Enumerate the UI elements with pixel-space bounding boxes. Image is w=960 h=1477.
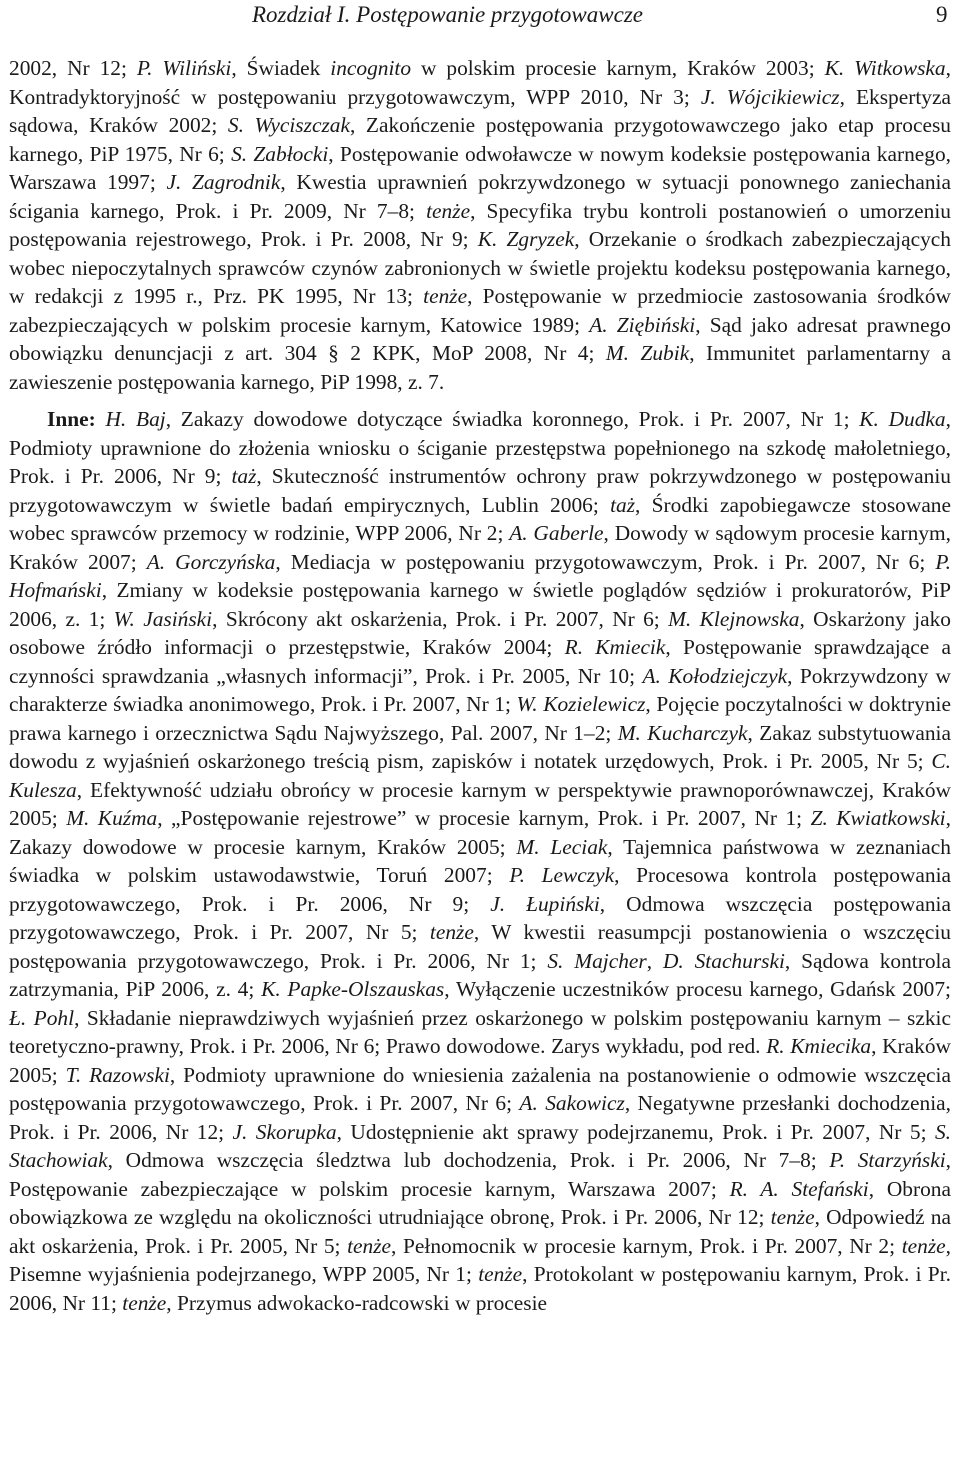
citation-text: ,	[646, 948, 663, 973]
cited-author: J. Skorupka	[232, 1119, 337, 1144]
citation-text: , Kwestia uprawnień pokrzywdzonego w sytuacji ponownego zaniechania ścigania karnego, Prok. i Pr. 2009, Nr 7–8;	[9, 170, 951, 223]
citation-text: , Postępowanie odwoławcze w nowym kodeksie postępowania karnego, Warszawa 1997;	[9, 141, 952, 194]
citation-text: , Pełnomocnik w procesie karnym, Prok. i Pr. 2007, Nr 2;	[391, 1233, 902, 1258]
citation-text: , Składanie nieprawdziwych wyjaśnień przez oskarżonego w polskim postępowaniu karnym – szkic teoretyczno-prawny, Prok. i Pr. 2006, Nr 6; Prawo dowodowe. Zarys wykładu, pod red.	[9, 1005, 951, 1058]
cited-author: S. Zabłocki	[231, 141, 329, 166]
citation-text: , W kwestii reasumpcji postanowienia o wszczęciu postępowania przygotowawczego, Prok. i Pr. 2006, Nr 1;	[9, 920, 951, 973]
citation-text: , Podmioty uprawnione do wniesienia zażalenia na postanowienie o odmowie wszczęcia postępowania przygotowawczego, Prok. i Pr. 2007, Nr 6;	[9, 1062, 951, 1115]
cited-author: W. Jasiński	[113, 606, 213, 631]
page-number: 9	[936, 2, 948, 27]
cited-author: S. Wyciszczak	[227, 113, 350, 137]
bibliography-section-inne	[9, 405, 951, 1317]
bibliography-body	[9, 54, 951, 1317]
citation-text: , Efektywność udziału obrońcy w procesie karnym w perspektywie prawnoporównawczej, Kraków 2005;	[9, 777, 951, 830]
cited-author: M. Kucharczyk	[617, 720, 748, 745]
citation-text: , Mediacja w postępowaniu przygotowawczym, Prok. i Pr. 2007, Nr 6;	[275, 549, 936, 574]
cited-author: tenże	[429, 920, 474, 944]
citation-text: , Odmowa wszczęcia śledztwa lub dochodzenia, Prok. i Pr. 2006, Nr 7–8;	[107, 1148, 830, 1172]
cited-author: Z. Kwiatkowski	[810, 806, 946, 830]
citation-text: , Odmowa wszczęcia postępowania przygotowawczego, Prok. i Pr. 2007, Nr 5;	[9, 891, 951, 944]
cited-author: incognito	[330, 56, 412, 80]
citation-text: , Udostępnienie akt sprawy podejrzanemu, Prok. i Pr. 2007, Nr 5;	[336, 1119, 935, 1144]
cited-author: M. Leciak	[516, 834, 608, 859]
cited-author: K. Dudka	[859, 407, 946, 431]
citation-text: 2002, Nr 12;	[9, 56, 137, 80]
cited-author: J. Zagrodnik	[166, 170, 281, 194]
cited-author: D. Stachurski	[662, 948, 785, 973]
cited-author: taż	[610, 492, 636, 517]
cited-author: A. Ziębiński	[589, 312, 696, 337]
citation-text: , Kontradyktoryjność w postępowaniu przygotowawczym, WPP 2010, Nr 3;	[9, 56, 951, 109]
citation-text: , Specyfika trybu kontroli postanowień o umorzeniu postępowania rejestrowego, Prok. i Pr. 2008, Nr 9;	[9, 198, 951, 251]
cited-author: P. Wiliński	[136, 56, 232, 80]
cited-author: S. Stachowiak	[9, 1119, 951, 1172]
citation-text: , Przymus adwokacko-radcowski w procesie	[166, 1290, 548, 1315]
citation-text: , Postępowanie w przedmiocie zastosowania środków zabezpieczających w polskim procesie karnym, Katowice 1989;	[9, 284, 951, 337]
cited-author: K. Witkowska	[824, 56, 946, 80]
citation-text: , „Postępowanie rejestrowe” w procesie karnym, Prok. i Pr. 2007, Nr 1;	[157, 806, 811, 830]
citation-text: , Świadek	[231, 56, 331, 80]
cited-author: K. Zgryzek	[477, 227, 575, 251]
citation-text: , Oskarżony jako osobowe źródło informacji o przestępstwie, Kraków 2004;	[9, 606, 951, 659]
citation-text: , Skuteczność instrumentów ochrony praw pokrzywdzonego w postępowaniu przygotowawczym w świetle badań empirycznych, Lublin 2006;	[9, 464, 951, 517]
citation-text: , Zakaz substytuowania dowodu z wyjaśnień oskarżonego treścią pism, zapisków i notatek urzędowych, Prok. i Pr. 2005, Nr 5;	[9, 720, 951, 773]
cited-author: Ł. Pohl	[9, 1005, 75, 1030]
running-head	[0, 0, 960, 36]
cited-author: tenże	[901, 1233, 946, 1258]
cited-author: T. Razowski	[65, 1062, 170, 1087]
cited-author: tenże	[347, 1233, 392, 1258]
citation-text: , Wyłączenie uczestników procesu karnego, Gdańsk 2007;	[444, 977, 951, 1001]
citation-text: , Ekspertyza sądowa, Kraków 2002;	[9, 84, 951, 137]
cited-author: R. A. Stefański	[729, 1176, 869, 1201]
cited-author: A. Kołodziejczyk	[642, 663, 788, 688]
cited-author: M. Zubik	[605, 341, 690, 365]
citation-text: , Pokrzywdzony w charakterze świadka anonimowego, Prok. i Pr. 2007, Nr 1;	[9, 663, 951, 716]
citation-text: , Kraków 2005;	[9, 1034, 951, 1087]
cited-author: A. Gaberle	[509, 521, 604, 545]
cited-author: R. Kmiecika	[766, 1034, 872, 1058]
citation-text: , Obrona obowiązkowa ze względu na okoliczności utrudniające obronę, Prok. i Pr. 2006, Nr 12;	[9, 1176, 951, 1229]
citation-text: , Zakończenie postępowania przygotowawczego jako etap procesu karnego, PiP 1975, Nr 6;	[9, 113, 951, 166]
cited-author: H. Baj	[105, 407, 166, 431]
citation-text: , Sądowa kontrola zatrzymania, PiP 2006, z. 4;	[9, 948, 951, 1001]
citation-text: , Środki zapobiegawcze stosowane wobec sprawców przemocy w rodzinie, WPP 2006, Nr 2;	[9, 492, 951, 545]
running-title: Rozdział I. Postępowanie przygotowawcze	[252, 2, 643, 27]
citation-text: , Sąd jako adresat prawnego obowiązku denuncjacji z art. 304 § 2 KPK, MoP 2008, Nr 4;	[9, 312, 951, 365]
cited-author: M. Kuźma	[66, 806, 158, 830]
cited-author: J. Łupiński	[490, 891, 600, 916]
citation-text: , Odpowiedź na akt oskarżenia, Prok. i Pr. 2005, Nr 5;	[9, 1205, 952, 1258]
cited-author: A. Gorczyńska	[146, 549, 276, 574]
citation-text: , Zakazy dowodowe w procesie karnym, Kraków 2005;	[9, 806, 951, 859]
cited-author: tenże	[770, 1205, 815, 1229]
citation-text: , Pojęcie poczytalności w doktrynie prawa karnego i orzecznictwa Sądu Najwyższego, Pal. 2007, Nr 1–2;	[9, 692, 951, 745]
cited-author: tenże	[478, 1262, 523, 1286]
citation-text: , Procesowa kontrola postępowania przygotowawczego, Prok. i Pr. 2006, Nr 9;	[9, 863, 952, 916]
cited-author: A. Sakowicz	[519, 1091, 625, 1115]
cited-author: J. Wójcikiewicz	[700, 84, 840, 109]
cited-author: tenże	[426, 198, 471, 223]
citation-text: , Postępowanie sprawdzające a czynności sprawdzania „własnych informacji”, Prok. i Pr. 2005, Nr 10;	[9, 635, 951, 688]
cited-author: W. Kozielewicz	[516, 692, 646, 716]
citation-text: , Pisemne wyjaśnienia podejrzanego, WPP 2005, Nr 1;	[9, 1233, 951, 1286]
bibliography-paragraph	[9, 54, 951, 396]
citation-text: , Protokolant w postępowaniu karnym, Prok. i Pr. 2006, Nr 11;	[9, 1262, 951, 1315]
citation-text: , Podmioty uprawnione do złożenia wniosku o ściganie przestępstwa popełnionego na szkodę małoletniego, Prok. i Pr. 2006, Nr 9;	[9, 407, 951, 488]
citation-text: , Zmiany w kodeksie postępowania karnego w świetle poglądów sędziów i prokuratorów, PiP 2006, z. 1;	[9, 578, 951, 631]
cited-author: C. Kulesza	[9, 749, 951, 802]
cited-author: taż	[231, 464, 257, 488]
citation-text: , Tajemnica państwowa w zeznaniach świadka w polskim ustawodawstwie, Toruń 2007;	[9, 834, 951, 887]
cited-author: P. Hofmański	[9, 549, 951, 602]
cited-author: P. Starzyński	[829, 1148, 946, 1172]
cited-author: tenże	[122, 1290, 167, 1315]
citation-text: , Orzekanie o środkach zabezpieczających wobec niepoczytalnych sprawców czynów zabronionych w świetle projektu kodeksu postępowania karnego, w redakcji z 1995 r., Prz. PK 1995, Nr 13;	[9, 227, 951, 308]
citation-text: , Immunitet parlamentarny a zawieszenie postępowania karnego, PiP 1998, z. 7.	[9, 341, 951, 394]
cited-author: R. Kmiecik	[564, 635, 666, 659]
cited-author: P. Lewczyk	[509, 863, 615, 887]
citation-text: , Negatywne przesłanki dochodzenia, Prok. i Pr. 2006, Nr 12;	[9, 1091, 952, 1144]
citation-text: , Dowody w sądowym procesie karnym, Kraków 2007;	[9, 521, 952, 574]
cited-author: tenże	[423, 284, 468, 308]
citation-text: , Zakazy dowodowe dotyczące świadka koronnego, Prok. i Pr. 2007, Nr 1;	[165, 407, 860, 431]
cited-author: K. Papke-Olszauskas	[261, 977, 445, 1001]
citation-text: w polskim procesie karnym, Kraków 2003;	[411, 56, 825, 80]
cited-author: M. Klejnowska	[668, 606, 800, 631]
cited-author: S. Majcher	[547, 948, 647, 973]
section-lead-label: Inne:	[47, 407, 96, 431]
citation-text: , Postępowanie zabezpieczające w polskim procesie karnym, Warszawa 2007;	[9, 1148, 952, 1201]
citation-text: , Skrócony akt oskarżenia, Prok. i Pr. 2007, Nr 6;	[212, 606, 669, 631]
